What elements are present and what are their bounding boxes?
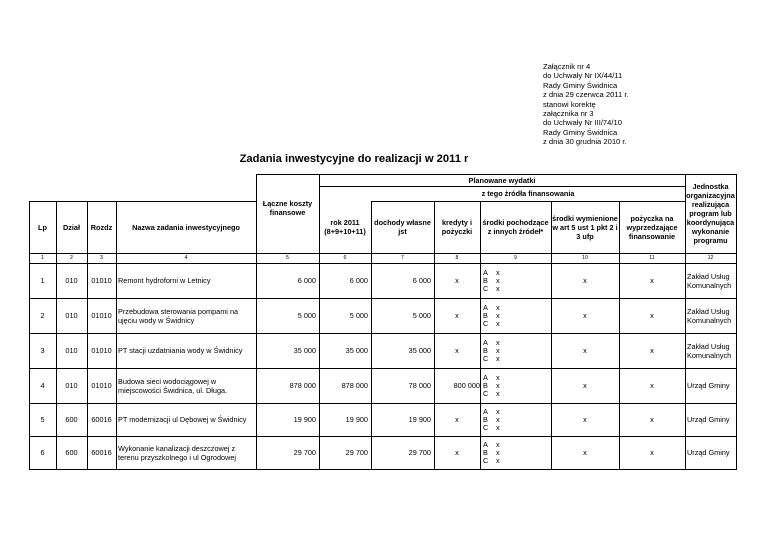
cell-lp: [29, 333, 56, 368]
cell-nazwa-text: Przebudowa sterowania pompami na ujęciu wody w Świdnicy: [118, 306, 239, 325]
cell-laczne: [256, 403, 319, 436]
cell-dochody: [371, 436, 434, 469]
cell-jednostka-text: Urząd Gminy: [687, 415, 730, 424]
annex-note: [543, 62, 629, 147]
cell-dzial-text: 010: [65, 276, 78, 285]
cell-kredyty: [434, 263, 480, 298]
planned-expenses-header-text: Planowane wydatki: [468, 175, 536, 185]
cell-srodki-wymienione: [551, 368, 619, 403]
cell-pozyczka: [619, 333, 685, 368]
annex-note-line: do Uchwały Nr III/74/10: [543, 118, 622, 128]
cell-srodki-wymienione: [551, 436, 619, 469]
cell-lp-text: 4: [40, 381, 45, 390]
source-letter: C: [483, 422, 489, 432]
cell-pozyczka-text: x: [650, 381, 654, 390]
column-number: [56, 253, 87, 263]
cell-dzial-text: 600: [65, 415, 78, 424]
cell-pozyczka: [619, 298, 685, 333]
column-number-text: 3: [100, 254, 103, 261]
header-rozdz: [87, 201, 116, 253]
cell-rozdz: [87, 333, 116, 368]
source-values: [496, 441, 500, 465]
cell-lp: [29, 298, 56, 333]
cell-lp-text: 2: [40, 311, 45, 320]
cell-laczne-text: 29 700: [293, 448, 316, 457]
annex-note-line: do Uchwały Nr IX/44/11: [543, 71, 623, 81]
cell-jednostka-text: Zakład Usług Komunalnych: [687, 341, 732, 360]
cell-dochody: [371, 403, 434, 436]
cell-rozdz-text: 01010: [91, 311, 112, 320]
header-laczne: [256, 188, 319, 227]
cell-kredyty-text: x: [455, 311, 459, 320]
column-number-text: 9: [514, 254, 517, 261]
cell-rok-text: 6 000: [349, 276, 368, 285]
cell-pozyczka-text: x: [650, 311, 654, 320]
cell-laczne-text: 35 000: [293, 346, 316, 355]
column-number-text: 12: [707, 254, 714, 261]
cell-laczne-text: 5 000: [297, 311, 316, 320]
source-value: x: [496, 372, 500, 382]
cell-rozdz: [87, 263, 116, 298]
cell-pozyczka: [619, 368, 685, 403]
cell-pozyczka: [619, 403, 685, 436]
column-number-text: 7: [401, 254, 404, 261]
cell-nazwa-text: PT modernizacji ul Dębowej w Świdnicy: [118, 415, 247, 424]
header-srodki-pochodzace: [480, 201, 551, 253]
source-value: x: [496, 388, 500, 398]
cell-rozdz: [87, 368, 116, 403]
cell-laczne-text: 19 900: [293, 415, 316, 424]
cell-dzial: [56, 263, 87, 298]
column-number-text: 4: [184, 254, 188, 261]
cell-rozdz-text: 60016: [91, 415, 112, 424]
header-kredyty: [434, 201, 480, 253]
header-rok: [319, 201, 371, 253]
cell-jednostka: [685, 298, 736, 333]
cell-srodki-amount: 800 000: [453, 380, 480, 390]
source-value: x: [496, 345, 500, 355]
source-value: x: [496, 380, 500, 390]
source-letter: B: [483, 447, 488, 457]
cell-jednostka: [685, 403, 736, 436]
cell-pozyczka: [619, 436, 685, 469]
cell-rozdz: [87, 298, 116, 333]
cell-jednostka: [685, 368, 736, 403]
cell-pozyczka-text: x: [650, 346, 654, 355]
cell-srodki-wymienione: [551, 263, 619, 298]
cell-srodki-wymienione-text: x: [583, 276, 587, 285]
source-value: x: [496, 353, 500, 363]
column-number: [685, 253, 736, 263]
cell-dochody-text: 78 000: [408, 381, 431, 390]
column-number: [371, 253, 434, 263]
source-values: [496, 374, 500, 398]
cell-dochody: [371, 298, 434, 333]
source-value: x: [496, 302, 500, 312]
source-letter: B: [483, 414, 488, 424]
source-value: x: [496, 422, 500, 432]
source-letter: C: [483, 353, 489, 363]
annex-note-line: stanowi korektę: [543, 99, 596, 109]
column-number: [319, 253, 371, 263]
cell-srodki-wymienione-text: x: [583, 346, 587, 355]
header-pozyczka: [619, 201, 685, 253]
annex-note-line: z dnia 30 grudnia 2010 r.: [543, 137, 627, 147]
header-srodki-wymienione-text: środki wymienione w art 5 ust 1 pkt 2 i 3 ufp: [552, 213, 618, 241]
column-number-text: 6: [343, 254, 347, 261]
header-rozdz-text: Rozdz: [90, 222, 113, 232]
source-value: x: [496, 267, 500, 277]
source-letter: B: [483, 310, 488, 320]
cell-rok: [319, 403, 371, 436]
source-values: [496, 339, 500, 363]
cell-srodki-wymienione-text: x: [583, 311, 587, 320]
cell-lp-text: 3: [40, 346, 45, 355]
source-value: x: [496, 455, 500, 465]
cell-jednostka-text: Urząd Gminy: [687, 448, 730, 457]
cell-laczne: [256, 298, 319, 333]
cell-pozyczka-text: x: [650, 415, 654, 424]
cell-lp: [29, 263, 56, 298]
cell-dzial-text: 600: [65, 448, 78, 457]
annex-note-line: Załącznik nr 4: [543, 62, 591, 71]
cell-srodki-wymienione: [551, 403, 619, 436]
cell-rok-text: 878 000: [341, 381, 368, 390]
header-dochody-text: dochody własne jst: [374, 218, 431, 236]
cell-rok: [319, 298, 371, 333]
cell-rozdz-text: 01010: [91, 276, 112, 285]
investment-table: [29, 174, 736, 543]
source-value: x: [496, 275, 500, 285]
source-letter: A: [483, 372, 488, 382]
column-number: [434, 253, 480, 263]
header-rok-text: rok 2011 (8+9+10+11): [324, 218, 366, 236]
cell-pozyczka-text: x: [650, 276, 654, 285]
header-laczne-text: Łączne koszty finansowe: [262, 198, 313, 217]
source-letter: A: [483, 406, 488, 416]
cell-dzial: [56, 298, 87, 333]
header-dochody: [371, 201, 434, 253]
annex-note-line: z dnia 29 czerwca 2011 r.: [543, 90, 629, 100]
source-value: x: [496, 406, 500, 416]
column-number-text: 8: [455, 254, 459, 261]
annex-note-line: Rady Gminy Świdnica: [543, 80, 618, 90]
cell-laczne-text: 878 000: [289, 381, 316, 390]
cell-nazwa: [116, 368, 256, 403]
source-letters: [483, 269, 488, 293]
cell-dochody-text: 5 000: [412, 311, 431, 320]
cell-rozdz-text: 01010: [91, 381, 112, 390]
cell-dochody-text: 35 000: [408, 346, 431, 355]
cell-rok: [319, 263, 371, 298]
cell-srodki-wymienione-text: x: [583, 381, 587, 390]
column-line: [736, 174, 737, 470]
cell-pozyczka: [619, 263, 685, 298]
cell-jednostka-text: Zakład Usług Komunalnych: [687, 306, 732, 325]
cell-kredyty-text: x: [455, 276, 459, 285]
annex-note-line: Rady Gminy Świdnica: [543, 127, 618, 137]
cell-rok-text: 35 000: [345, 346, 368, 355]
cell-nazwa: [116, 403, 256, 436]
source-value: x: [496, 439, 500, 449]
cell-kredyty: [434, 436, 480, 469]
cell-jednostka: [685, 333, 736, 368]
source-letter: B: [483, 345, 488, 355]
column-number: [551, 253, 619, 263]
source-letter: B: [483, 275, 488, 285]
column-number: [256, 253, 319, 263]
table-bottom-line: [29, 469, 737, 470]
header-dzial-text: Dział: [62, 222, 81, 232]
cell-rozdz-text: 01010: [91, 346, 112, 355]
cell-pozyczka-text: x: [650, 448, 654, 457]
source-value: x: [496, 447, 500, 457]
sources-header-text: z tego źródła finansowania: [481, 189, 575, 198]
column-number-text: 2: [70, 254, 73, 261]
cell-dzial-text: 010: [65, 381, 78, 390]
cell-nazwa: [116, 436, 256, 469]
column-number: [480, 253, 551, 263]
planned-expenses-header: [319, 174, 685, 186]
header-kredyty-text: kredyty i pożyczki: [441, 218, 473, 236]
column-number-text: 1: [41, 254, 44, 261]
cell-nazwa: [116, 298, 256, 333]
annex-note-line: załącznika nr 3: [543, 109, 594, 119]
source-values: [496, 408, 500, 432]
source-letter: A: [483, 439, 488, 449]
cell-kredyty-text: x: [455, 448, 459, 457]
source-values: [496, 304, 500, 328]
cell-lp-text: 5: [40, 415, 45, 424]
header-nazwa: [116, 201, 256, 253]
source-letter: B: [483, 380, 488, 390]
cell-dzial-text: 010: [65, 311, 78, 320]
header-jednostka-text: Jednostka organizacyjna realizująca program lub koordynująca wykonanie programu: [686, 182, 735, 245]
source-letter: C: [483, 455, 489, 465]
source-letter: C: [483, 388, 489, 398]
cell-laczne-text: 6 000: [297, 276, 316, 285]
header-dzial: [56, 201, 87, 253]
cell-kredyty: [434, 333, 480, 368]
header-jednostka: [685, 174, 736, 253]
cell-dochody: [371, 333, 434, 368]
cell-lp: [29, 368, 56, 403]
cell-rok: [319, 368, 371, 403]
source-letter: C: [483, 318, 489, 328]
header-pozyczka-text: pożyczka na wyprzedzające finansowanie: [626, 213, 678, 241]
cell-rok-text: 5 000: [349, 311, 368, 320]
cell-srodki-wymienione: [551, 333, 619, 368]
cell-nazwa: [116, 333, 256, 368]
cell-jednostka-text: Urząd Gminy: [687, 381, 730, 390]
cell-dochody: [371, 368, 434, 403]
column-number-text: 5: [286, 254, 289, 261]
source-value: x: [496, 337, 500, 347]
cell-lp-text: 1: [40, 276, 45, 285]
cell-nazwa-text: Remont hydroforni w Letnicy: [118, 276, 211, 285]
cell-dochody-text: 19 900: [408, 415, 431, 424]
cell-laczne: [256, 436, 319, 469]
source-letters: [483, 441, 488, 465]
cell-dzial: [56, 403, 87, 436]
cell-dzial: [56, 368, 87, 403]
source-letter: C: [483, 283, 489, 293]
source-letters: [483, 408, 488, 432]
cell-nazwa-text: Budowa sieci wodociągowej w miejscowości Świdnica, ul. Długa.: [118, 376, 228, 395]
source-values: [496, 269, 500, 293]
column-number: [116, 253, 256, 263]
column-number: [619, 253, 685, 263]
sources-header: [371, 186, 685, 201]
cell-dzial: [56, 436, 87, 469]
cell-nazwa-text: PT stacji uzdatniania wody w Świdnicy: [118, 346, 243, 355]
source-value: x: [496, 414, 500, 424]
cell-laczne: [256, 333, 319, 368]
cell-lp: [29, 436, 56, 469]
header-srodki-wymienione: [551, 201, 619, 253]
source-letter: A: [483, 267, 488, 277]
source-letters: [483, 339, 488, 363]
document-title: Zadania inwestycyjne do realizacji w 2011 r: [239, 153, 469, 165]
cell-jednostka-text: Zakład Usług Komunalnych: [687, 271, 732, 290]
cell-kredyty-text: x: [455, 346, 459, 355]
cell-srodki-wymienione-text: x: [583, 448, 587, 457]
cell-rok: [319, 333, 371, 368]
cell-nazwa-text: Wykonanie kanalizacji deszczowej z terenu przyszkolnego i ul Ogrodowej: [118, 443, 237, 462]
cell-dochody-text: 6 000: [412, 276, 431, 285]
cell-srodki-wymienione-text: x: [583, 415, 587, 424]
cell-rozdz-text: 60016: [91, 448, 112, 457]
column-number: [29, 253, 56, 263]
source-value: x: [496, 318, 500, 328]
cell-laczne: [256, 263, 319, 298]
header-lp-text: Lp: [38, 222, 47, 232]
cell-kredyty-text: x: [455, 415, 459, 424]
column-number-text: 10: [582, 254, 588, 261]
source-letters: [483, 304, 488, 328]
header-srodki-pochodzace-text: środki pochodzące z innych źródeł*: [482, 218, 549, 236]
cell-dochody-text: 29 700: [408, 448, 431, 457]
cell-rok: [319, 436, 371, 469]
cell-dzial-text: 010: [65, 346, 78, 355]
cell-dzial: [56, 333, 87, 368]
column-number-text: 11: [649, 254, 655, 261]
column-number: [87, 253, 116, 263]
source-value: x: [496, 310, 500, 320]
source-letters: [483, 374, 488, 398]
cell-rok-text: 19 900: [345, 415, 368, 424]
cell-lp-text: 6: [40, 448, 45, 457]
cell-kredyty: [434, 403, 480, 436]
cell-jednostka: [685, 263, 736, 298]
cell-srodki-wymienione: [551, 298, 619, 333]
source-letter: A: [483, 302, 488, 312]
cell-jednostka: [685, 436, 736, 469]
header-nazwa-text: Nazwa zadania inwestycyjnego: [132, 222, 240, 232]
source-letter: A: [483, 337, 488, 347]
cell-nazwa: [116, 263, 256, 298]
cell-rozdz: [87, 403, 116, 436]
cell-lp: [29, 403, 56, 436]
cell-laczne: [256, 368, 319, 403]
cell-rok-text: 29 700: [345, 448, 368, 457]
cell-rozdz: [87, 436, 116, 469]
cell-dochody: [371, 263, 434, 298]
cell-kredyty: [434, 298, 480, 333]
header-lp: [29, 201, 56, 253]
source-value: x: [496, 283, 500, 293]
